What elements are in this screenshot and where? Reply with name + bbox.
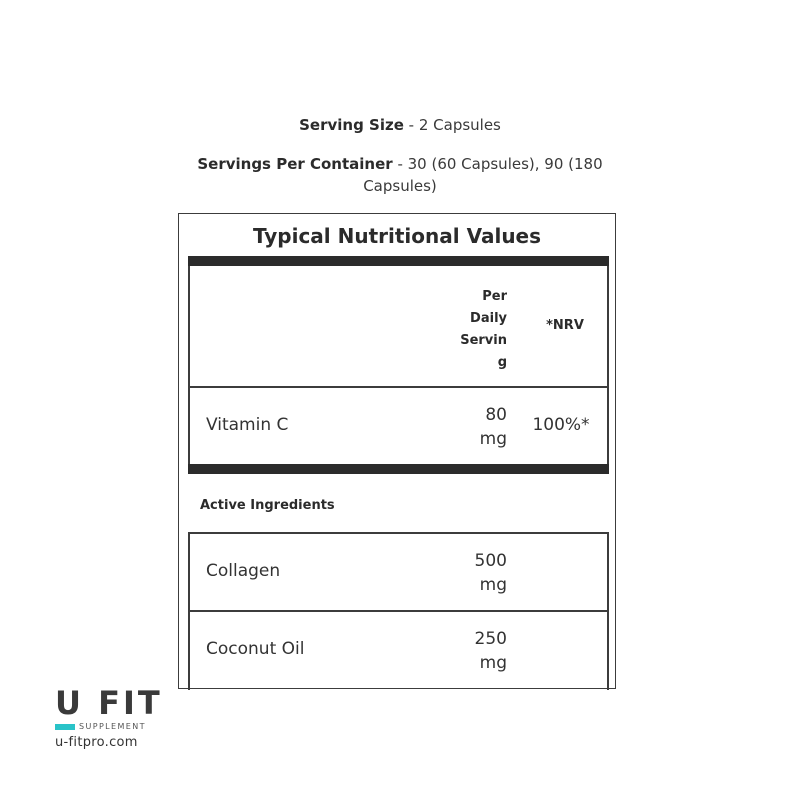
brand-logo (55, 686, 165, 750)
brand-url: u-fitpro.com (55, 735, 138, 750)
thick-divider-top (188, 256, 609, 266)
row-value-line: 500 (474, 551, 507, 571)
right-border-upper (607, 266, 609, 466)
column-header-nrv: *NRV (546, 318, 584, 333)
column-header-per-daily-serving (439, 286, 507, 374)
row-label-collagen: Collagen (206, 561, 281, 581)
logo-text: U FIT (55, 684, 163, 722)
column-header-line: Daily (470, 311, 507, 326)
row-divider (188, 610, 609, 612)
servings-per-container-label: Servings Per Container (197, 155, 393, 173)
serving-size-label: Serving Size (299, 116, 404, 134)
column-header-line: g (497, 355, 507, 370)
row-value-line: mg (479, 429, 507, 449)
nutrition-panel (178, 213, 616, 689)
servings-per-container (190, 153, 610, 197)
row-label-vitamin-c: Vitamin C (206, 415, 289, 435)
row-value-line: 80 (485, 405, 507, 425)
logo-sub-text: SUPPLEMENT (79, 722, 146, 731)
serving-size-value: - 2 Capsules (403, 116, 501, 134)
panel-title: Typical Nutritional Values (252, 224, 542, 248)
serving-size (0, 116, 800, 134)
row-divider (188, 386, 609, 388)
column-header-line: Per (482, 289, 507, 304)
logo-sub (55, 722, 165, 731)
logo-accent-bar (55, 724, 75, 730)
left-border-vitamin (188, 386, 190, 464)
row-value-line: mg (479, 653, 507, 673)
column-header-line: Servin (460, 333, 507, 348)
row-value-vitamin-c (447, 403, 507, 451)
row-value-collagen (447, 549, 507, 597)
row-divider (188, 532, 609, 534)
row-nrv-vitamin-c: 100%* (532, 415, 590, 435)
row-value-coconut-oil (447, 627, 507, 675)
section-active-ingredients: Active Ingredients (200, 498, 335, 513)
thick-divider-middle (188, 464, 609, 474)
row-value-line: 250 (474, 629, 507, 649)
servings-per-container-value: - 30 (60 Capsules), 90 (180 Capsules) (363, 155, 603, 195)
left-border-header (188, 266, 190, 386)
row-value-line: mg (479, 575, 507, 595)
row-label-coconut-oil: Coconut Oil (206, 639, 305, 659)
